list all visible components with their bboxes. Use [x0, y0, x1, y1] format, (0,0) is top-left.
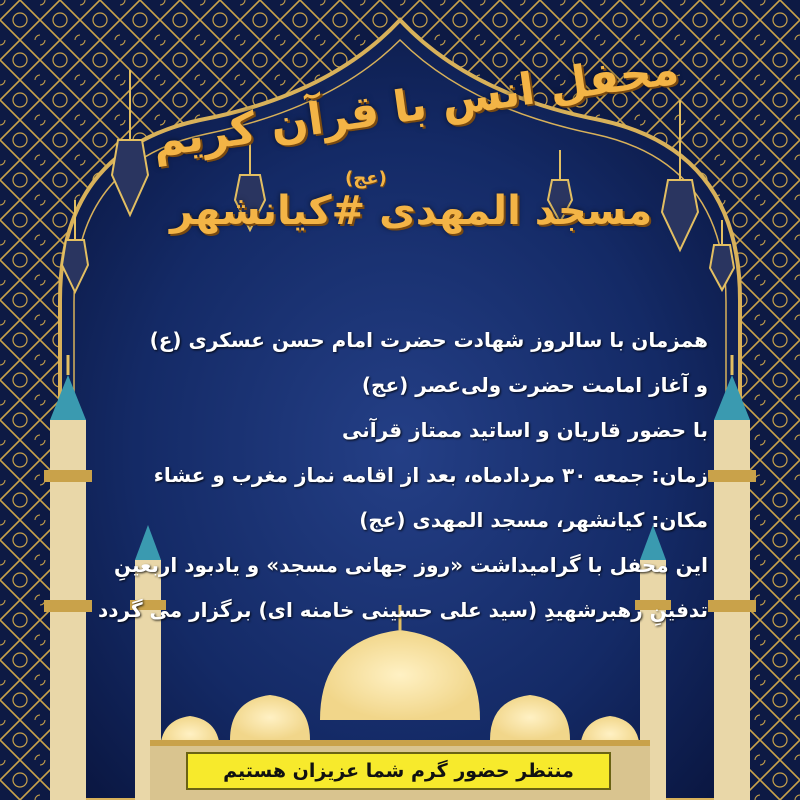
announcement-line: تدفینِ رهبرشهیدِ (سید علی حسینی خامنه ای) برگزار می گردد — [97, 598, 708, 622]
event-time: زمان: جمعه ۳۰ مردادماه، بعد از اقامه نماز مغرب و عشاء — [153, 463, 708, 487]
announcement-line: با حضور قاریان و اساتید ممتاز قرآنی — [342, 418, 708, 442]
title-superscript: (عج) — [345, 168, 387, 189]
announcement-line: همزمان با سالروز شهادت حضرت امام حسن عسکری (ع) — [149, 328, 708, 352]
page-subtitle: مسجد المهدی #کیانشهر — [170, 188, 653, 234]
page-title: محفل انس با قرآن کریم — [149, 43, 682, 168]
announcement-body — [88, 318, 708, 633]
event-location: مکان: کیانشهر، مسجد المهدی (عج) — [359, 508, 708, 532]
announcement-line: این محفل با گرامیداشت «روز جهانی مسجد» و یادبود اربعینِ — [113, 553, 708, 577]
footer-banner: منتظر حضور گرم شما عزیزان هستیم — [186, 752, 611, 790]
announcement-line: و آغاز امامت حضرت ولی‌عصر (عج) — [361, 373, 708, 397]
